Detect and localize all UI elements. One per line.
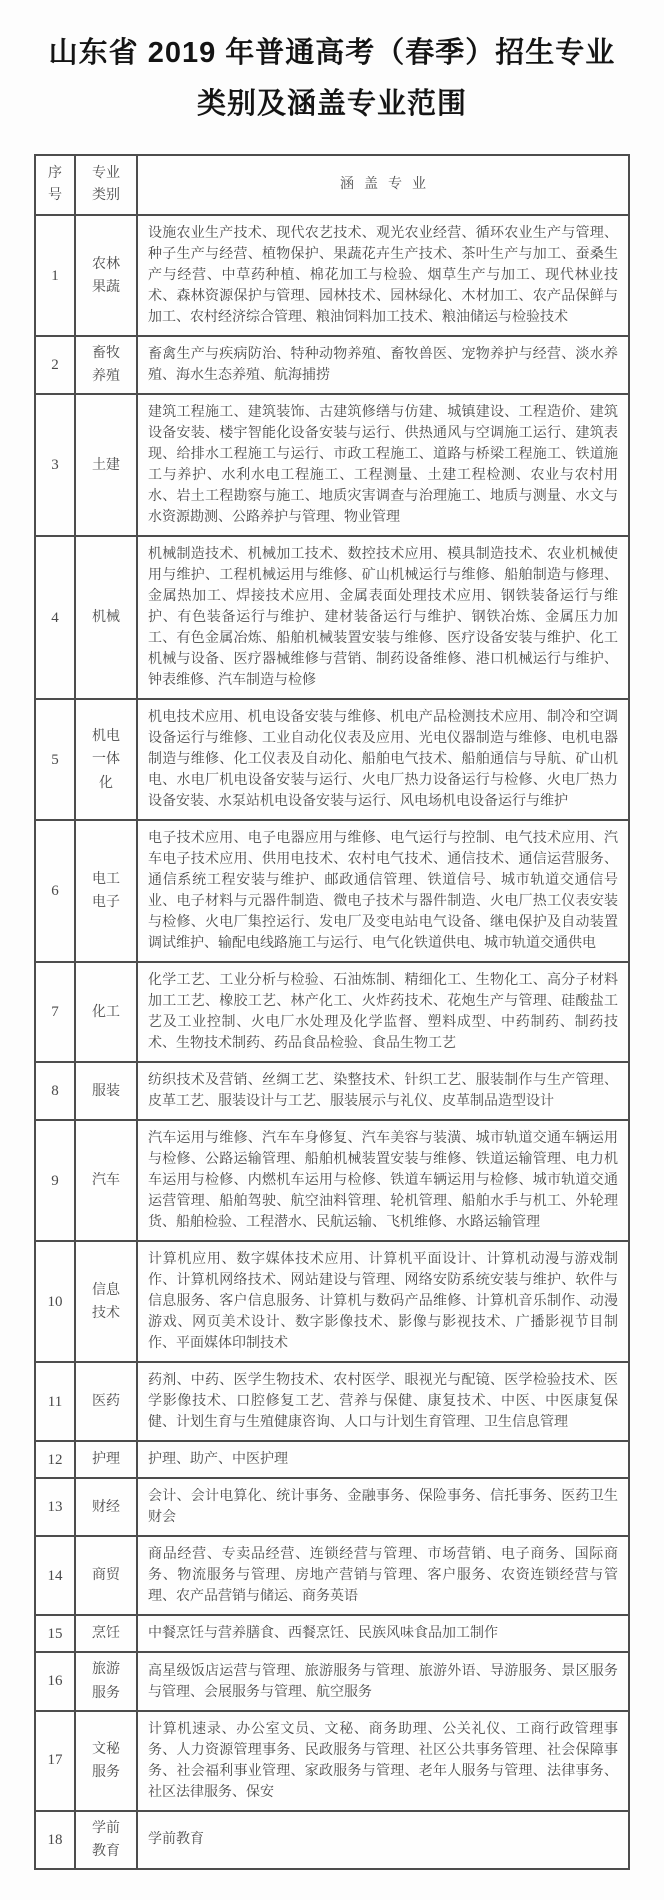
category-cell: 商贸 — [75, 1536, 137, 1615]
category-cell: 烹饪 — [75, 1615, 137, 1652]
category-cell: 汽车 — [75, 1120, 137, 1241]
header-row — [35, 155, 629, 216]
majors-cell: 商品经营、专卖品经营、连锁经营与管理、市场营销、电子商务、国际商务、物流服务与管理、房地产营销与管理、客户服务、农资连锁经营与管理、农产品营销与储运、商务英语 — [137, 1536, 629, 1615]
row-number: 6 — [35, 820, 75, 962]
table-row — [35, 1711, 629, 1811]
table-row — [35, 1615, 629, 1652]
table-row — [35, 1652, 629, 1710]
majors-cell: 机械制造技术、机械加工技术、数控技术应用、模具制造技术、农业机械使用与维护、工程机械运用与维修、矿山机械运行与维修、船舶制造与修理、金属热加工、焊接技术应用、金属表面处理技术应用、钢铁装备运行与维护、有色装备运行与维护、建材装备运行与维护、钢铁冶炼、金属压力加工、有色金属冶炼、船舶机械装置安装与维修、医疗设备安装与维护、化工机械与设备、医疗器械维修与营销、制药设备维修、港口机械运行与维护、钟表维修、汽车制造与检修 — [137, 536, 629, 699]
category-cell: 信息技术 — [75, 1241, 137, 1362]
category-cell: 旅游服务 — [75, 1652, 137, 1710]
table-header — [35, 155, 629, 216]
table-row — [35, 699, 629, 820]
majors-cell: 建筑工程施工、建筑装饰、古建筑修缮与仿建、城镇建设、工程造价、建筑设备安装、楼宇智能化设备安装与运行、供热通风与空调施工运行、建筑表现、给排水工程施工与运行、市政工程施工、道路与桥梁工程施工、铁道施工与养护、水利水电工程施工、工程测量、土建工程检测、农业与农村用水、岩土工程勘察与施工、地质灾害调查与治理施工、地质与测量、水文与水资源勘测、公路养护与管理、物业管理 — [137, 394, 629, 536]
table-row — [35, 1478, 629, 1536]
page-title — [34, 28, 630, 130]
category-cell: 学前教育 — [75, 1811, 137, 1869]
table-row — [35, 394, 629, 536]
row-number: 18 — [35, 1811, 75, 1869]
category-cell: 服装 — [75, 1062, 137, 1120]
table-row — [35, 1120, 629, 1241]
majors-cell: 计算机速录、办公室文员、文秘、商务助理、公关礼仪、工商行政管理事务、人力资源管理事务、民政服务与管理、社区公共事务管理、社会保障事务、社会福利事业管理、家政服务与管理、老年人服务与管理、法律事务、社区法律服务、保安 — [137, 1711, 629, 1811]
majors-cell: 中餐烹饪与营养膳食、西餐烹饪、民族风味食品加工制作 — [137, 1615, 629, 1652]
table-row — [35, 1241, 629, 1362]
row-number: 5 — [35, 699, 75, 820]
page-title-line2: 类别及涵盖专业范围 — [196, 87, 467, 120]
category-cell: 化工 — [75, 962, 137, 1062]
category-cell: 土建 — [75, 394, 137, 536]
majors-cell: 学前教育 — [137, 1811, 629, 1869]
table-row — [35, 1062, 629, 1120]
row-number: 7 — [35, 962, 75, 1062]
row-number: 9 — [35, 1120, 75, 1241]
category-cell: 机电一体化 — [75, 699, 137, 820]
row-number: 11 — [35, 1362, 75, 1441]
row-number: 10 — [35, 1241, 75, 1362]
category-cell: 护理 — [75, 1441, 137, 1478]
category-cell: 电工电子 — [75, 820, 137, 962]
majors-cell: 畜禽生产与疾病防治、特种动物养殖、畜牧兽医、宠物养护与经营、淡水养殖、海水生态养殖、航海捕捞 — [137, 336, 629, 394]
majors-cell: 会计、会计电算化、统计事务、金融事务、保险事务、信托事务、医药卫生财会 — [137, 1478, 629, 1536]
table-row — [35, 820, 629, 962]
category-cell: 机械 — [75, 536, 137, 699]
table-row — [35, 1811, 629, 1869]
table-row — [35, 336, 629, 394]
majors-cell: 高星级饭店运营与管理、旅游服务与管理、旅游外语、导游服务、景区服务与管理、会展服务与管理、航空服务 — [137, 1652, 629, 1710]
majors-cell: 护理、助产、中医护理 — [137, 1441, 629, 1478]
row-number: 17 — [35, 1711, 75, 1811]
row-number: 1 — [35, 215, 75, 336]
category-cell: 农林果蔬 — [75, 215, 137, 336]
majors-cell: 纺织技术及营销、丝绸工艺、染整技术、针织工艺、服装制作与生产管理、皮革工艺、服装设计与工艺、服装展示与礼仪、皮革制品造型设计 — [137, 1062, 629, 1120]
majors-cell: 设施农业生产技术、现代农艺技术、观光农业经营、循环农业生产与管理、种子生产与经营、植物保护、果蔬花卉生产技术、茶叶生产与加工、蚕桑生产与经营、中草药种植、棉花加工与检验、烟草生产与加工、现代林业技术、森林资源保护与管理、园林技术、园林绿化、木材加工、农产品保鲜与加工、农村经济综合管理、粮油饲料加工技术、粮油储运与检验技术 — [137, 215, 629, 336]
col-header-number: 序号 — [35, 155, 75, 216]
category-cell: 医药 — [75, 1362, 137, 1441]
table-row — [35, 1441, 629, 1478]
majors-table — [34, 154, 630, 1870]
page-title-line1: 山东省 2019 年普通高考（春季）招生专业 — [48, 37, 616, 69]
col-header-majors: 涵盖专业 — [137, 155, 629, 216]
row-number: 13 — [35, 1478, 75, 1536]
majors-cell: 汽车运用与维修、汽车车身修复、汽车美容与装潢、城市轨道交通车辆运用与检修、公路运输管理、船舶机械装置安装与维修、铁道运输管理、电力机车运用与检修、内燃机车运用与检修、铁道车辆运用与检修、城市轨道交通运营管理、船舶驾驶、航空油料管理、轮机管理、船舶水手与机工、外轮理货、船舶检验、工程潜水、民航运输、飞机维修、水路运输管理 — [137, 1120, 629, 1241]
category-cell: 畜牧养殖 — [75, 336, 137, 394]
row-number: 14 — [35, 1536, 75, 1615]
row-number: 15 — [35, 1615, 75, 1652]
majors-cell: 计算机应用、数字媒体技术应用、计算机平面设计、计算机动漫与游戏制作、计算机网络技术、网站建设与管理、网络安防系统安装与维护、软件与信息服务、客户信息服务、计算机与数码产品维修、计算机音乐制作、动漫游戏、网页美术设计、数字影像技术、影像与影视技术、广播影视节目制作、平面媒体印制技术 — [137, 1241, 629, 1362]
row-number: 16 — [35, 1652, 75, 1710]
row-number: 3 — [35, 394, 75, 536]
table-row — [35, 536, 629, 699]
majors-cell: 化学工艺、工业分析与检验、石油炼制、精细化工、生物化工、高分子材料加工工艺、橡胶工艺、林产化工、火炸药技术、花炮生产与管理、硅酸盐工艺及工业控制、火电厂水处理及化学监督、塑料成型、中药制药、制药技术、生物技术制药、药品食品检验、食品生物工艺 — [137, 962, 629, 1062]
category-cell: 文秘服务 — [75, 1711, 137, 1811]
row-number: 2 — [35, 336, 75, 394]
category-cell: 财经 — [75, 1478, 137, 1536]
row-number: 12 — [35, 1441, 75, 1478]
majors-cell: 电子技术应用、电子电器应用与维修、电气运行与控制、电气技术应用、汽车电子技术应用、供用电技术、农村电气技术、通信技术、通信运营服务、通信系统工程安装与维护、邮政通信管理、铁道信号、城市轨道交通信号业、电子材料与元器件制造、微电子技术与器件制造、火电厂热工仪表安装与检修、火电厂集控运行、发电厂及变电站电气设备、继电保护及自动装置调试维护、输配电线路施工与运行、电气化铁道供电、城市轨道交通供电 — [137, 820, 629, 962]
table-row — [35, 1362, 629, 1441]
table-row — [35, 1536, 629, 1615]
table-body — [35, 215, 629, 1869]
majors-cell: 药剂、中药、医学生物技术、农村医学、眼视光与配镜、医学检验技术、医学影像技术、口腔修复工艺、营养与保健、康复技术、中医、中医康复保健、计划生育与生殖健康咨询、人口与计划生育管理、卫生信息管理 — [137, 1362, 629, 1441]
col-header-category: 专业类别 — [75, 155, 137, 216]
majors-cell: 机电技术应用、机电设备安装与维修、机电产品检测技术应用、制冷和空调设备运行与维修、工业自动化仪表及应用、光电仪器制造与维修、电机电器制造与维修、化工仪表及自动化、船舶电气技术、船舶通信与导航、矿山机电、水电厂机电设备安装与运行、火电厂热力设备运行与检修、火电厂热力设备安装、水泵站机电设备安装与运行、风电场机电设备运行与维护 — [137, 699, 629, 820]
row-number: 4 — [35, 536, 75, 699]
row-number: 8 — [35, 1062, 75, 1120]
table-row — [35, 962, 629, 1062]
table-row — [35, 215, 629, 336]
